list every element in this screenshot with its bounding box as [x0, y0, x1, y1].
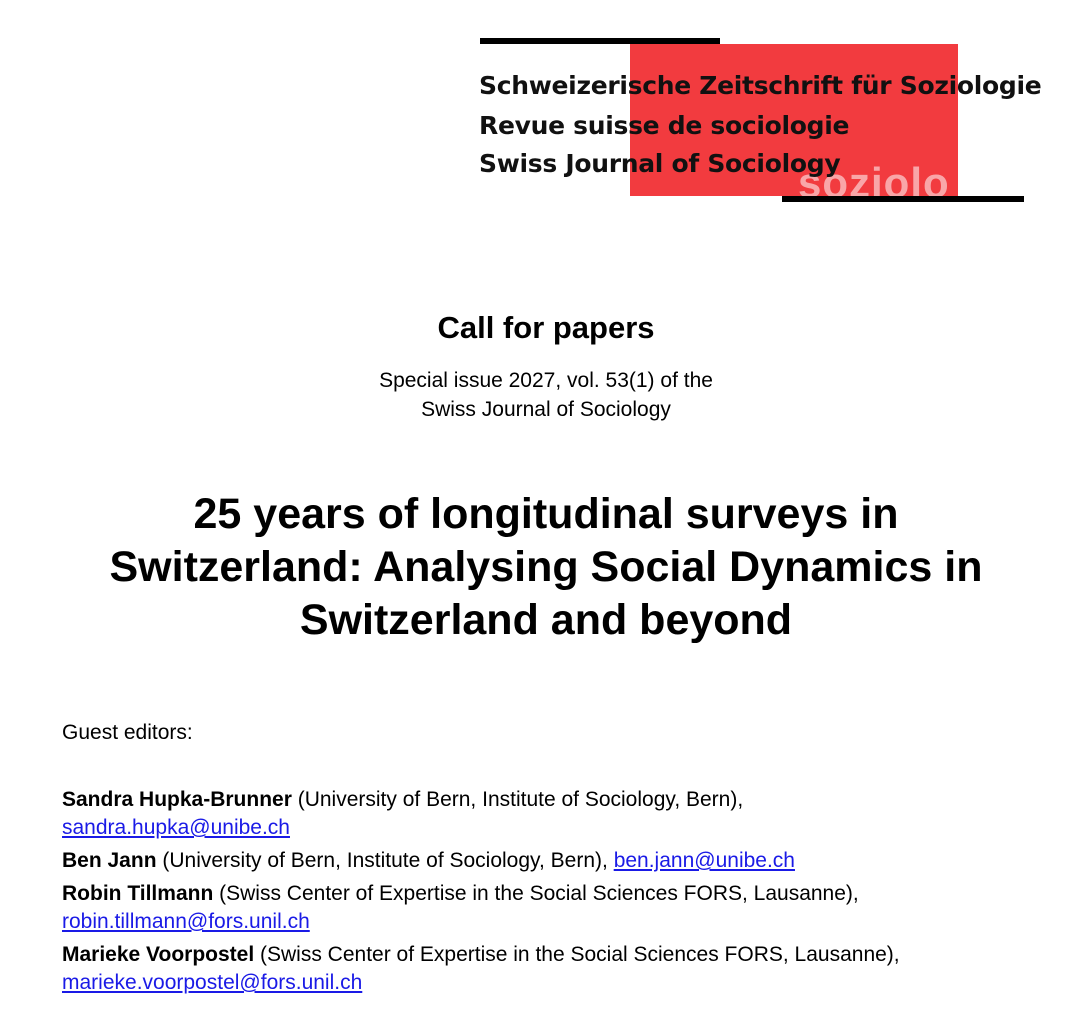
editor-email-link[interactable]: robin.tillmann@fors.unil.ch: [62, 910, 310, 933]
logo-bottom-bar: [782, 196, 1024, 202]
special-issue-info: [0, 366, 1078, 424]
editor-affiliation: (University of Bern, Institute of Sociology, Bern),: [297, 788, 744, 811]
editor-email-link[interactable]: sandra.hupka@unibe.ch: [62, 816, 290, 839]
editor-name: Marieke Voorpostel: [62, 943, 255, 966]
issue-line-2: Swiss Journal of Sociology: [421, 398, 671, 421]
editor-email-link[interactable]: marieke.voorpostel@fors.unil.ch: [62, 971, 363, 994]
editor-affiliation: (University of Bern, Institute of Sociology, Bern),: [162, 849, 608, 872]
special-issue-title: [0, 488, 1078, 647]
title-line-3: Switzerland and beyond: [299, 596, 793, 644]
call-for-papers-heading: Call for papers: [437, 310, 655, 345]
editor-affiliation: (Swiss Center of Expertise in the Social Sciences FORS, Lausanne),: [260, 943, 900, 966]
journal-logo: [0, 0, 1078, 220]
title-line-1: 25 years of longitudinal surveys in: [193, 490, 899, 538]
title-line-2: Switzerland: Analysing Social Dynamics in: [109, 543, 983, 591]
editor-name: Ben Jann: [62, 849, 157, 872]
journal-title-en: Swiss Journal of Sociology: [479, 149, 841, 178]
editor-entry: [62, 941, 1062, 997]
guest-editors-list: [62, 786, 1062, 1002]
editor-name: Robin Tillmann: [62, 882, 214, 905]
issue-line-1: Special issue 2027, vol. 53(1) of the: [379, 369, 713, 392]
editor-entry: [62, 786, 1062, 842]
editor-affiliation: (Swiss Center of Expertise in the Social Sciences FORS, Lausanne),: [219, 882, 859, 905]
guest-editors-label: Guest editors:: [62, 721, 193, 744]
logo-watermark-text: soziolo: [798, 159, 950, 196]
journal-title-de: Schweizerische Zeitschrift für Soziologie: [479, 71, 1042, 100]
editor-email-link[interactable]: ben.jann@unibe.ch: [613, 849, 795, 872]
journal-title-fr: Revue suisse de sociologie: [479, 111, 850, 140]
editor-entry: [62, 880, 1062, 936]
editor-entry: [62, 847, 1062, 875]
editor-name: Sandra Hupka-Brunner: [62, 788, 292, 811]
